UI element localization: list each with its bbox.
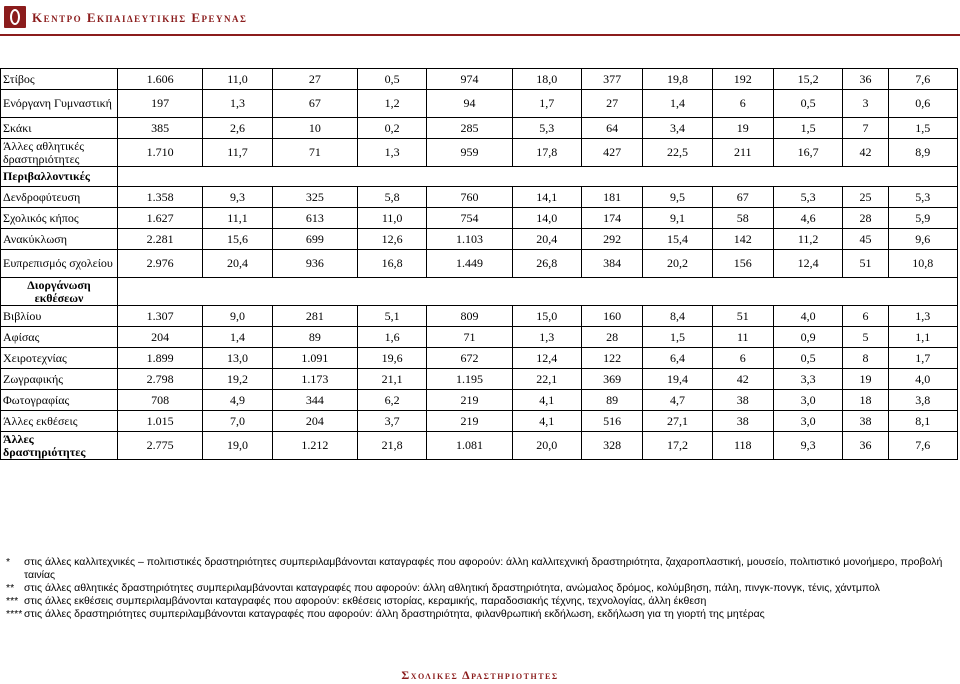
table-cell: 64 [581,118,642,139]
table-cell: 181 [581,187,642,208]
table-cell: 28 [843,208,888,229]
table-cell: 51 [843,250,888,278]
table-cell: 38 [712,411,773,432]
table-cell: 11,2 [773,229,842,250]
table-cell: 17,8 [512,139,581,167]
table-cell: 4,0 [773,306,842,327]
table-cell: 10 [272,118,357,139]
table-cell: 1.358 [118,187,203,208]
table-cell: 19,2 [203,369,272,390]
table-cell: 1,3 [512,327,581,348]
table-cell: 384 [581,250,642,278]
table-cell: 8,4 [643,306,712,327]
table-cell: 613 [272,208,357,229]
table-cell: 5,3 [773,187,842,208]
table-cell: 1,7 [888,348,957,369]
section-filler [118,167,958,187]
table-cell: 1.449 [427,250,512,278]
table-body [1,69,958,460]
table-cell: 27,1 [643,411,712,432]
table-cell: 6 [712,90,773,118]
footnote-marker: *** [6,595,19,607]
row-label: Ενόργανη Γυμναστική [1,90,118,118]
table-cell: 3,3 [773,369,842,390]
table-cell: 5,9 [888,208,957,229]
table-row [1,139,958,167]
table-cell: 754 [427,208,512,229]
table-cell: 9,3 [203,187,272,208]
table-cell: 5,1 [357,306,426,327]
table-cell: 26,8 [512,250,581,278]
footnote [6,582,956,595]
section-row [1,278,958,306]
table-cell: 0,5 [357,69,426,90]
table-cell: 20,0 [512,432,581,460]
table-cell: 204 [272,411,357,432]
table-cell: 204 [118,327,203,348]
table-cell: 21,1 [357,369,426,390]
table-cell: 71 [427,327,512,348]
table-cell: 14,0 [512,208,581,229]
table-cell: 20,4 [512,229,581,250]
row-label: Δενδροφύτευση [1,187,118,208]
table-cell: 1.081 [427,432,512,460]
table-cell: 1.091 [272,348,357,369]
table-cell: 38 [843,411,888,432]
table-cell: 12,6 [357,229,426,250]
table-cell: 8,1 [888,411,957,432]
table-cell: 1,3 [203,90,272,118]
table-row [1,69,958,90]
table-cell: 9,0 [203,306,272,327]
table-cell: 5 [843,327,888,348]
table-cell: 0,5 [773,90,842,118]
table-cell: 9,6 [888,229,957,250]
table-cell: 3 [843,90,888,118]
header-title: Κεντρο Εκπαιδευτικης Ερευνας [32,10,248,25]
table-cell: 42 [712,369,773,390]
table-cell: 118 [712,432,773,460]
table-cell: 9,5 [643,187,712,208]
table-row [1,187,958,208]
table-row [1,390,958,411]
table-cell: 3,0 [773,411,842,432]
table-cell: 2,6 [203,118,272,139]
table-cell: 1.195 [427,369,512,390]
table-cell: 122 [581,348,642,369]
table-cell: 12,4 [773,250,842,278]
table-cell: 13,0 [203,348,272,369]
row-label: Άλλες δραστηριότητες [1,432,118,460]
table-row [1,306,958,327]
table-cell: 89 [272,327,357,348]
table-cell: 7,6 [888,69,957,90]
table-cell: 4,1 [512,411,581,432]
table-row [1,348,958,369]
row-label: Ανακύκλωση [1,229,118,250]
table-cell: 292 [581,229,642,250]
table-cell: 1,4 [203,327,272,348]
table-cell: 19 [712,118,773,139]
table-cell: 4,0 [888,369,957,390]
row-label: Σκάκι [1,118,118,139]
table-cell: 21,8 [357,432,426,460]
table-cell: 1,3 [888,306,957,327]
table-cell: 8 [843,348,888,369]
table-cell: 67 [712,187,773,208]
table-cell: 51 [712,306,773,327]
row-label: Ευπρεπισμός σχολείου [1,250,118,278]
table-row [1,208,958,229]
table-cell: 160 [581,306,642,327]
table-cell: 211 [712,139,773,167]
table-cell: 38 [712,390,773,411]
table-cell: 67 [272,90,357,118]
table-cell: 219 [427,411,512,432]
table-cell: 219 [427,390,512,411]
table-cell: 15,6 [203,229,272,250]
row-label: Βιβλίου [1,306,118,327]
table-cell: 142 [712,229,773,250]
table-cell: 1,3 [357,139,426,167]
table-cell: 328 [581,432,642,460]
table-row [1,432,958,460]
table-cell: 3,7 [357,411,426,432]
table-cell: 1.710 [118,139,203,167]
table-cell: 16,8 [357,250,426,278]
table-cell: 11,1 [203,208,272,229]
row-label: Χειροτεχνίας [1,348,118,369]
table-cell: 6 [712,348,773,369]
footnote-marker: * [6,556,11,568]
table-cell: 1.212 [272,432,357,460]
kee-logo-icon [4,6,26,28]
footnotes [6,556,956,621]
table-cell: 7,6 [888,432,957,460]
table-cell: 1.015 [118,411,203,432]
table-cell: 516 [581,411,642,432]
table-cell: 325 [272,187,357,208]
table-cell: 285 [427,118,512,139]
table-cell: 18,0 [512,69,581,90]
table-cell: 6,4 [643,348,712,369]
table-cell: 12,4 [512,348,581,369]
table-cell: 760 [427,187,512,208]
table-cell: 9,3 [773,432,842,460]
table-cell: 281 [272,306,357,327]
footnote [6,595,956,608]
table-cell: 174 [581,208,642,229]
table-cell: 1,1 [888,327,957,348]
page-header [0,0,960,40]
row-label: Φωτογραφίας [1,390,118,411]
table-cell: 8,9 [888,139,957,167]
footnote [6,608,956,621]
table-cell: 699 [272,229,357,250]
table-cell: 71 [272,139,357,167]
table-cell: 4,6 [773,208,842,229]
table-cell: 4,7 [643,390,712,411]
table-cell: 192 [712,69,773,90]
table-cell: 5,8 [357,187,426,208]
table-cell: 2.775 [118,432,203,460]
table-cell: 1,2 [357,90,426,118]
table-cell: 1.173 [272,369,357,390]
table-cell: 3,4 [643,118,712,139]
table-cell: 89 [581,390,642,411]
table-cell: 2.976 [118,250,203,278]
section-filler [118,278,958,306]
footnote-text: στις άλλες καλλιτεχνικές – πολιτιστικές δραστηριότητες συμπεριλαμβάνονται καταγραφές που αφορούν: άλλη καλλιτεχνική δραστηριότητα, ζαχαροπλαστική, μουσείο, πολιτιστικό μονοήμερο, προβολή ταινίας [24,556,943,581]
table-cell: 20,2 [643,250,712,278]
table-cell: 1.103 [427,229,512,250]
table-cell: 1,6 [357,327,426,348]
table-cell: 27 [581,90,642,118]
table-cell: 36 [843,69,888,90]
table-cell: 11,0 [203,69,272,90]
footnote [6,556,956,582]
table-cell: 11,0 [357,208,426,229]
table-cell: 427 [581,139,642,167]
table-cell: 9,1 [643,208,712,229]
table-row [1,327,958,348]
footnote-marker: ** [6,582,15,594]
table-cell: 58 [712,208,773,229]
table-row [1,369,958,390]
table-cell: 1,7 [512,90,581,118]
table-cell: 16,7 [773,139,842,167]
table-cell: 4,9 [203,390,272,411]
table-cell: 809 [427,306,512,327]
table-cell: 25 [843,187,888,208]
table-cell: 11,7 [203,139,272,167]
table-cell: 4,1 [512,390,581,411]
table-cell: 1.606 [118,69,203,90]
row-label: Στίβος [1,69,118,90]
table-cell: 974 [427,69,512,90]
table-cell: 28 [581,327,642,348]
table-cell: 17,2 [643,432,712,460]
row-label: Σχολικός κήπος [1,208,118,229]
table-cell: 369 [581,369,642,390]
table-cell: 36 [843,432,888,460]
header-rule [0,34,960,36]
table-cell: 1.899 [118,348,203,369]
table-row [1,250,958,278]
table-cell: 14,1 [512,187,581,208]
table-cell: 2.281 [118,229,203,250]
table-cell: 959 [427,139,512,167]
table-cell: 19,6 [357,348,426,369]
table-row [1,411,958,432]
table-cell: 10,8 [888,250,957,278]
table-cell: 42 [843,139,888,167]
table-cell: 22,5 [643,139,712,167]
row-label: Αφίσας [1,327,118,348]
table-cell: 1,5 [888,118,957,139]
table-cell: 18 [843,390,888,411]
activities-table [0,68,958,460]
table-cell: 672 [427,348,512,369]
table-cell: 0,2 [357,118,426,139]
table-cell: 19,8 [643,69,712,90]
table-row [1,118,958,139]
table-cell: 15,0 [512,306,581,327]
table-cell: 1,5 [643,327,712,348]
table-cell: 15,2 [773,69,842,90]
footnote-text: στις άλλες δραστηριότητες συμπεριλαμβάνονται καταγραφές που αφορούν: άλλη δραστηριότητα, φιλανθρωπική εκδήλωση, εκδήλωση για τη γιορτή της μητέρας [24,608,765,620]
table-cell: 7,0 [203,411,272,432]
table-cell: 2.798 [118,369,203,390]
table-cell: 3,8 [888,390,957,411]
table-cell: 5,3 [888,187,957,208]
table-cell: 1.307 [118,306,203,327]
table-cell: 377 [581,69,642,90]
row-label: Ζωγραφικής [1,369,118,390]
table-cell: 94 [427,90,512,118]
table-cell: 20,4 [203,250,272,278]
table-cell: 6,2 [357,390,426,411]
table-cell: 7 [843,118,888,139]
table-cell: 19,0 [203,432,272,460]
section-label: Περιβαλλοντικές [1,167,118,187]
table-cell: 11 [712,327,773,348]
table-cell: 385 [118,118,203,139]
table-cell: 936 [272,250,357,278]
table-cell: 708 [118,390,203,411]
table-cell: 197 [118,90,203,118]
section-row [1,167,958,187]
table-cell: 6 [843,306,888,327]
row-label: Άλλες αθλητικές δραστηριότητες [1,139,118,167]
section-label: Διοργάνωση εκθέσεων [1,278,118,306]
table-cell: 27 [272,69,357,90]
table-row [1,229,958,250]
row-label: Άλλες εκθέσεις [1,411,118,432]
table-row [1,90,958,118]
table-cell: 19,4 [643,369,712,390]
table-cell: 15,4 [643,229,712,250]
footnote-text: στις άλλες αθλητικές δραστηριότητες συμπεριλαμβάνονται καταγραφές που αφορούν: άλλη αθλητική δραστηριότητα, ανώμαλος δρόμος, κολύμβηση, πάλη, πινγκ-πονγκ, τένις, χάντμπολ [24,582,880,594]
table-cell: 1,5 [773,118,842,139]
table-cell: 0,5 [773,348,842,369]
table-cell: 344 [272,390,357,411]
table-cell: 1.627 [118,208,203,229]
footer-title: Σχολικες Δραστηριοτητες [401,668,559,682]
table-cell: 156 [712,250,773,278]
table-cell: 45 [843,229,888,250]
table-cell: 0,9 [773,327,842,348]
table-cell: 5,3 [512,118,581,139]
table-cell: 1,4 [643,90,712,118]
footnote-text: στις άλλες εκθέσεις συμπεριλαμβάνονται καταγραφές που αφορούν: εκθέσεις ιστορίας, κεραμικής, παραδοσιακής τέχνης, τεχνολογίας, άλλη έκθεση [24,595,707,607]
footnote-marker: **** [6,608,23,620]
table-cell: 0,6 [888,90,957,118]
table-cell: 22,1 [512,369,581,390]
table-cell: 3,0 [773,390,842,411]
table-cell: 19 [843,369,888,390]
